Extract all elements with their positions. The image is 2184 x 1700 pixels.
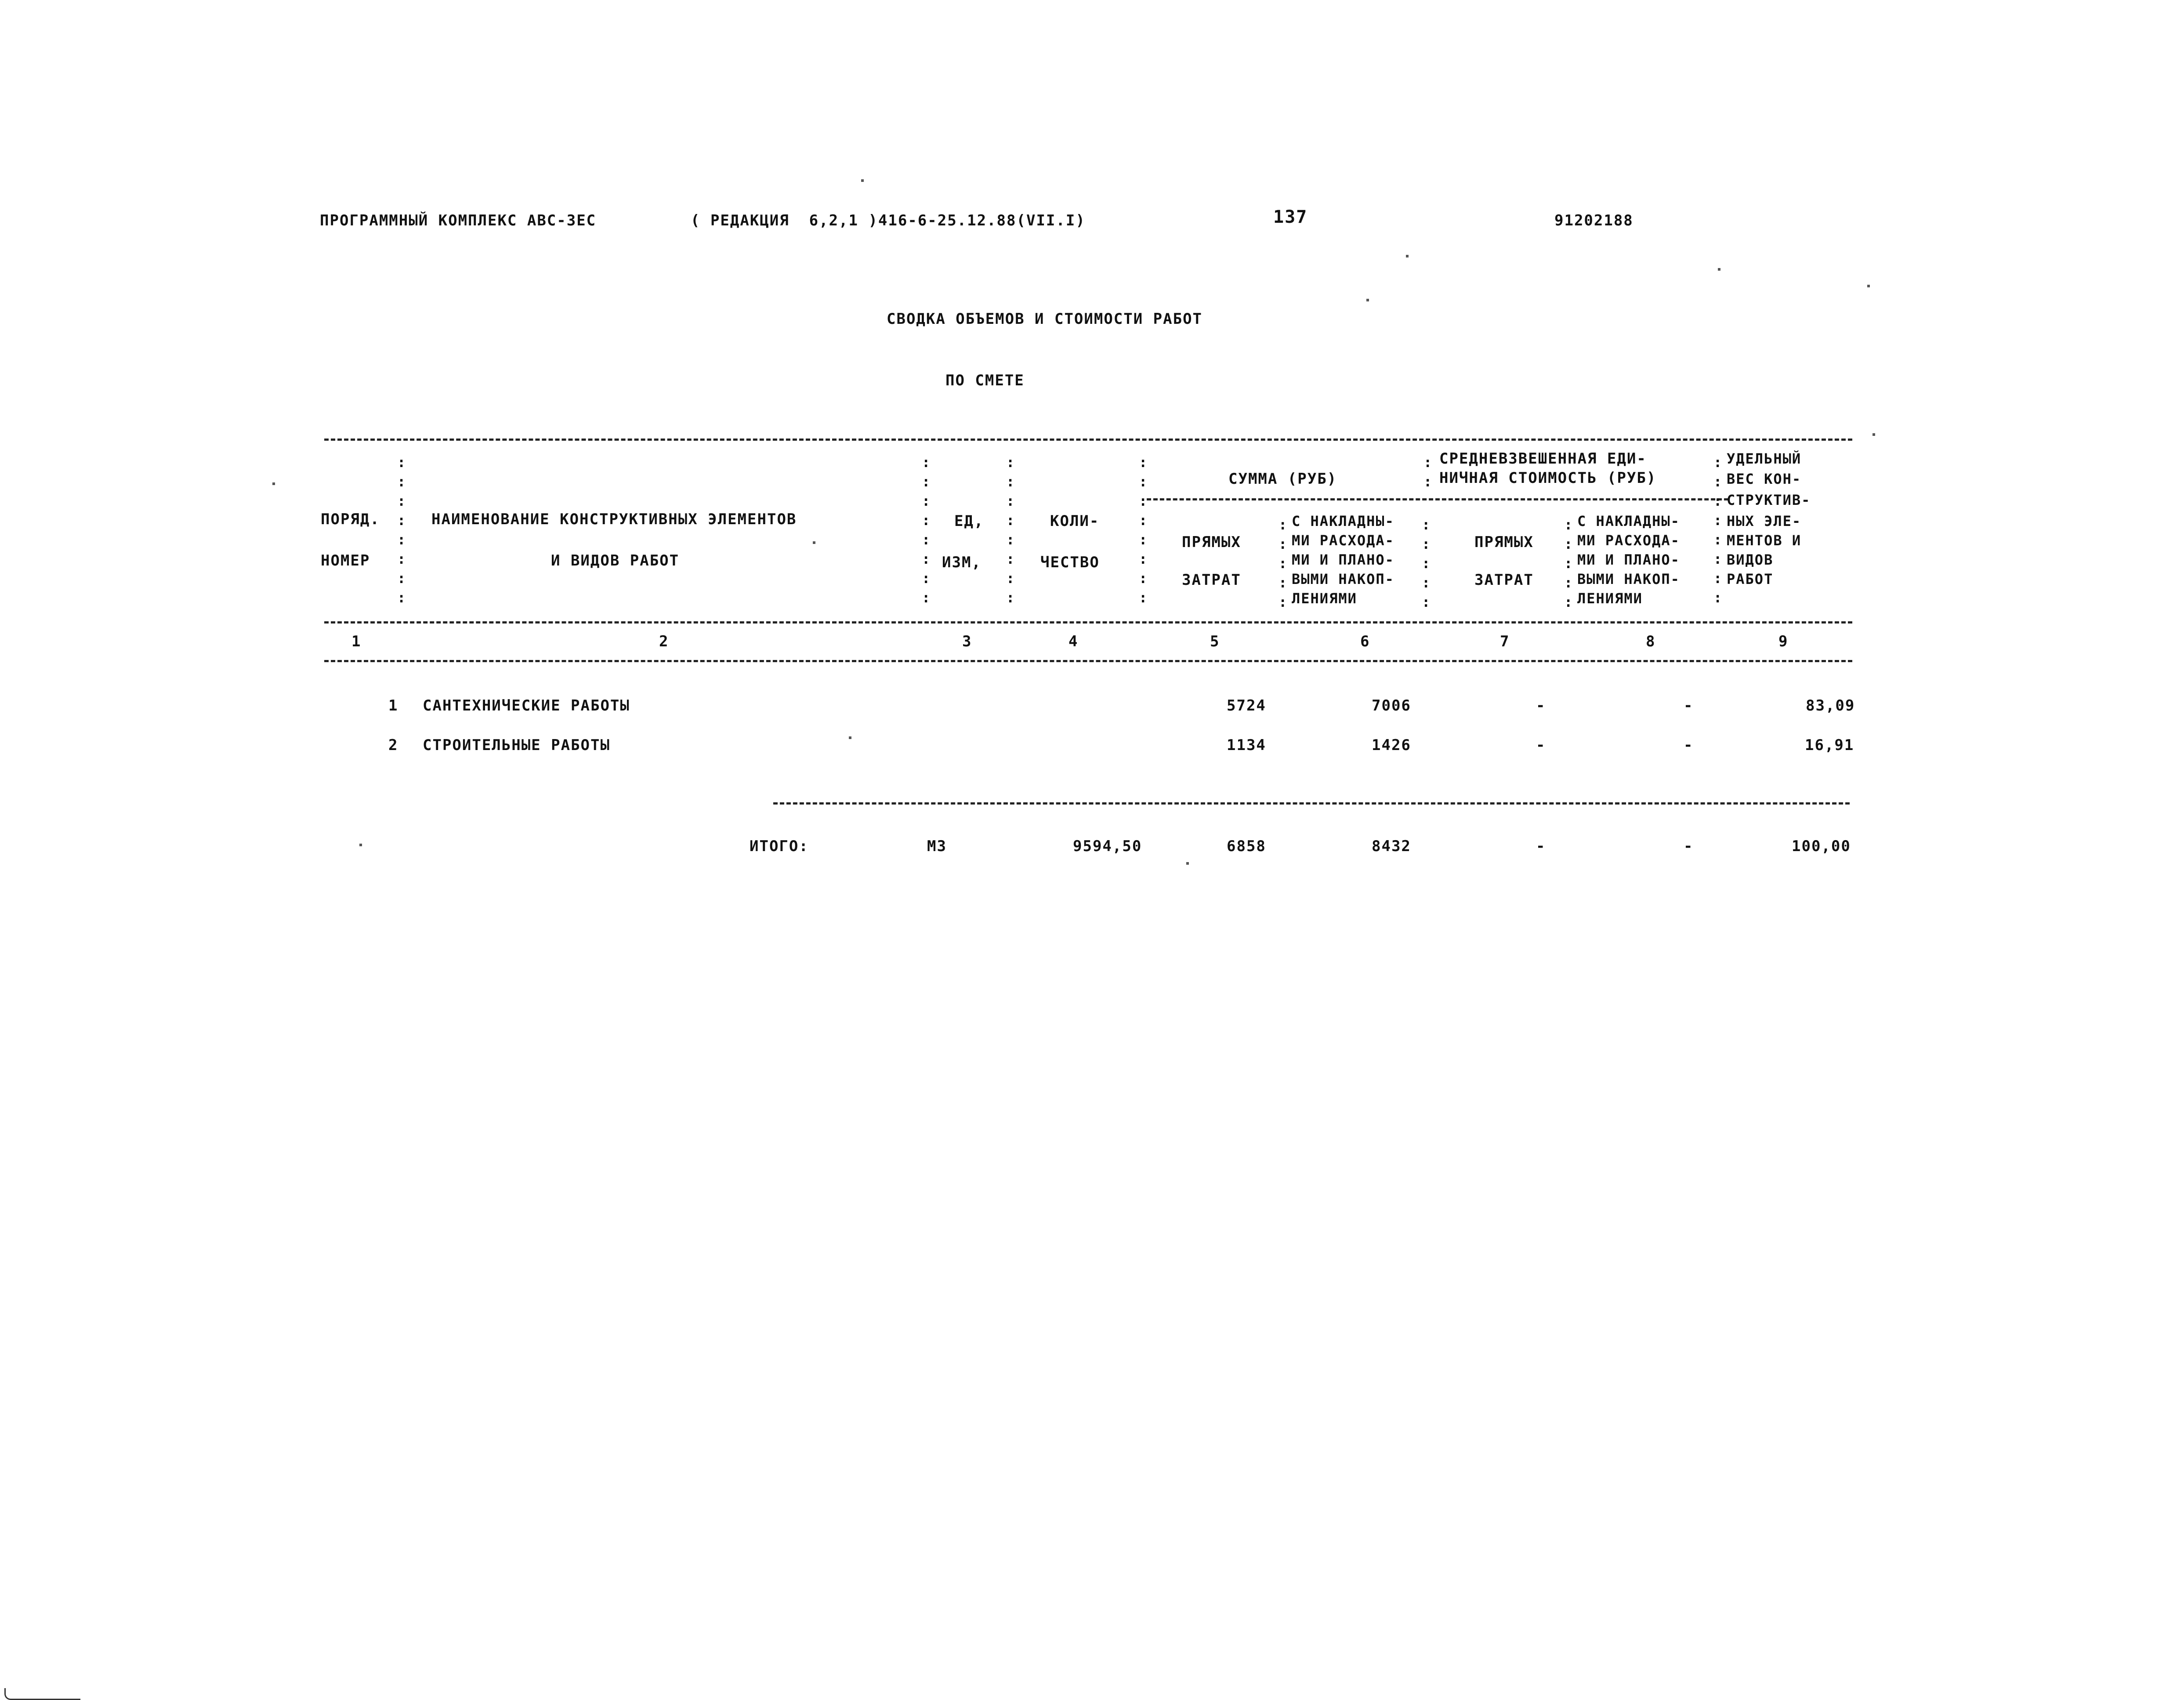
col8-header-line1: С НАКЛАДНЫ- — [1577, 513, 1680, 529]
col6-header-line1: С НАКЛАДНЫ- — [1292, 513, 1394, 529]
column-separator: : : — [1423, 454, 1432, 490]
total-direct-cost: 6858 — [1227, 837, 1266, 855]
total-avg-direct: - — [1536, 837, 1546, 855]
column-separator: : : : : : : : : — [397, 454, 406, 606]
report-subtitle: ПО СМЕТЕ — [945, 372, 1025, 389]
group-divider-rule — [1147, 498, 1728, 500]
column-number: 2 — [659, 633, 669, 650]
scan-speck — [1186, 862, 1189, 865]
col7-header-line2: ЗАТРАТ — [1474, 571, 1534, 589]
col9-header-line4: НЫХ ЭЛЕ- — [1727, 513, 1802, 529]
col5-header-line1: ПРЯМЫХ — [1182, 533, 1241, 551]
avg-group-header-line1: СРЕДНЕВЗВЕШЕННАЯ ЕДИ- — [1439, 450, 1647, 468]
column-number: 1 — [351, 633, 362, 650]
row-avg-direct: - — [1536, 736, 1546, 754]
row-direct-cost: 5724 — [1227, 697, 1266, 714]
col9-header-line5: МЕНТОВ И — [1727, 532, 1802, 549]
scan-speck — [1366, 299, 1369, 301]
col1-header-line2: НОМЕР — [321, 552, 370, 569]
col9-header-line2: ВЕС КОН- — [1727, 471, 1802, 487]
row-avg-overhead: - — [1684, 697, 1694, 714]
col1-header-line1: ПОРЯД. — [321, 511, 380, 528]
row-overhead-cost: 7006 — [1372, 697, 1411, 714]
scan-speck — [813, 541, 815, 544]
scan-speck — [359, 844, 362, 846]
row-overhead-cost: 1426 — [1372, 736, 1411, 754]
row-number: 1 — [388, 697, 398, 714]
total-separator-rule — [773, 802, 1850, 805]
column-number: 7 — [1500, 633, 1510, 650]
row-avg-overhead: - — [1684, 736, 1694, 754]
col8-header-line3: МИ И ПЛАНО- — [1577, 551, 1680, 568]
page-number: 137 — [1273, 207, 1308, 227]
col9-header-line3: СТРУКТИВ- — [1727, 492, 1811, 508]
col7-header-line1: ПРЯМЫХ — [1474, 533, 1534, 551]
col6-header-line3: МИ И ПЛАНО- — [1292, 551, 1394, 568]
row-name: САНТЕХНИЧЕСКИЕ РАБОТЫ — [423, 697, 630, 714]
row-share: 16,91 — [1805, 736, 1854, 754]
col3-header-line1: ЕД, — [954, 512, 984, 530]
report-title: СВОДКА ОБЪЕМОВ И СТОИМОСТИ РАБОТ — [887, 310, 1203, 328]
column-number: 6 — [1360, 633, 1370, 650]
document-code: 91202188 — [1554, 212, 1633, 229]
column-number: 5 — [1210, 633, 1220, 650]
col6-header-line2: МИ РАСХОДА- — [1292, 532, 1394, 549]
total-label: ИТОГО: — [750, 837, 809, 855]
total-avg-overhead: - — [1684, 837, 1694, 855]
column-separator: : : : : : — [1564, 516, 1573, 610]
scan-speck — [272, 482, 275, 485]
column-numbers-rule — [324, 660, 1852, 662]
total-overhead-cost: 8432 — [1372, 837, 1411, 855]
col6-header-line5: ЛЕНИЯМИ — [1292, 590, 1357, 607]
col9-header-line1: УДЕЛЬНЫЙ — [1727, 450, 1802, 467]
program-name: ПРОГРАММНЫЙ КОМПЛЕКС АВС-3ЕС — [320, 212, 597, 229]
scan-speck — [861, 179, 864, 182]
col8-header-line2: МИ РАСХОДА- — [1577, 532, 1680, 549]
column-number: 8 — [1646, 633, 1656, 650]
col8-header-line5: ЛЕНИЯМИ — [1577, 590, 1643, 607]
edition-info: ( РЕДАКЦИЯ 6,2,1 )416-6-25.12.88(VII.I) — [691, 212, 1086, 229]
scan-speck — [1406, 255, 1409, 257]
header-bottom-rule — [324, 621, 1852, 623]
col8-header-line4: ВЫМИ НАКОП- — [1577, 571, 1680, 587]
row-direct-cost: 1134 — [1227, 736, 1266, 754]
column-number: 9 — [1778, 633, 1789, 650]
total-quantity: 9594,50 — [1073, 837, 1142, 855]
row-name: СТРОИТЕЛЬНЫЕ РАБОТЫ — [423, 736, 610, 754]
avg-group-header-line2: НИЧНАЯ СТОИМОСТЬ (РУБ) — [1439, 469, 1657, 487]
total-share: 100,00 — [1792, 837, 1851, 855]
scan-speck — [1718, 268, 1720, 271]
scan-speck — [1867, 285, 1870, 287]
table-top-rule — [324, 439, 1852, 441]
col4-header-line1: КОЛИ- — [1050, 512, 1100, 530]
col9-header-line6: ВИДОВ — [1727, 551, 1774, 568]
total-unit: М3 — [927, 837, 947, 855]
page-corner-mark — [4, 1688, 80, 1700]
col6-header-line4: ВЫМИ НАКОП- — [1292, 571, 1394, 587]
column-separator: : : : : : : : : — [1713, 454, 1722, 606]
scan-speck — [1873, 433, 1875, 436]
col2-header-line2: И ВИДОВ РАБОТ — [551, 552, 680, 569]
row-avg-direct: - — [1536, 697, 1546, 714]
column-separator: : : : : : : : : — [922, 454, 931, 606]
sum-group-header: СУММА (РУБ) — [1228, 470, 1337, 488]
col9-header-line7: РАБОТ — [1727, 571, 1774, 587]
column-separator: : : : : : : : : — [1006, 454, 1015, 606]
col3-header-line2: ИЗМ, — [942, 554, 982, 571]
column-separator: : : : : : — [1422, 516, 1431, 610]
column-separator: : : : : : — [1279, 516, 1287, 610]
col5-header-line2: ЗАТРАТ — [1182, 571, 1241, 589]
scan-speck — [849, 736, 851, 739]
row-share: 83,09 — [1806, 697, 1855, 714]
col4-header-line2: ЧЕСТВО — [1040, 554, 1100, 571]
row-number: 2 — [388, 736, 398, 754]
column-separator: : : : : : : : : — [1139, 454, 1148, 606]
column-number: 3 — [962, 633, 972, 650]
column-number: 4 — [1068, 633, 1079, 650]
col2-header-line1: НАИМЕНОВАНИЕ КОНСТРУКТИВНЫХ ЭЛЕМЕНТОВ — [431, 511, 797, 528]
